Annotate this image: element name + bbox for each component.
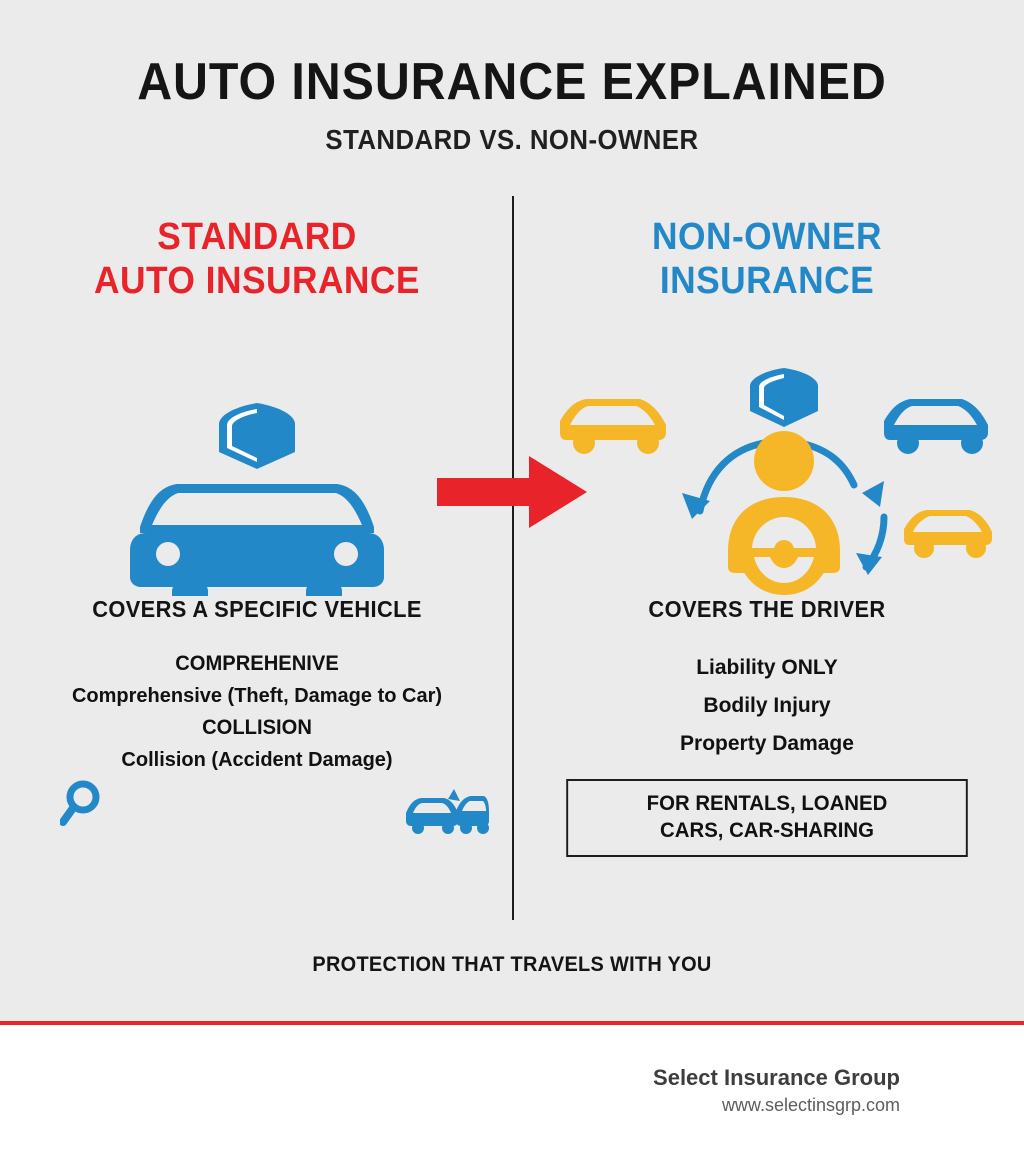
nonowner-caption: COVERS THE DRIVER: [648, 596, 886, 622]
standard-title-line2: AUTO INSURANCE: [94, 260, 420, 302]
standard-title-line1: STANDARD: [157, 216, 357, 258]
coverage-item-0-header: COMPREHENIVE: [175, 652, 339, 675]
tagline: PROTECTION THAT TRAVELS WITH YOU: [312, 953, 712, 976]
shield-icon: [219, 403, 295, 469]
note-line-1: FOR RENTALS, LOANED: [646, 792, 888, 815]
footer-bar: [0, 1025, 1024, 1154]
nonowner-usage-note: [566, 779, 968, 857]
car-yellow-small-icon: [904, 510, 992, 558]
brand-name: Select Insurance Group: [653, 1065, 900, 1090]
nonowner-item-1: Bodily Injury: [703, 694, 831, 717]
brand-url[interactable]: www.selectinsgrp.com: [721, 1095, 900, 1115]
nonowner-insurance-column: [532, 215, 1002, 857]
standard-insurance-column: [22, 215, 492, 777]
driver-cars-graphic: [532, 321, 1002, 596]
car-yellow-left-icon: [560, 399, 666, 454]
standard-coverage-list: [22, 649, 492, 777]
shield-icon: [750, 368, 818, 427]
nonowner-title-line1: NON-OWNER: [652, 216, 882, 258]
coverage-item-0-detail: Comprehensive (Theft, Damage to Car): [71, 685, 443, 707]
nonowner-item-0: Liability ONLY: [696, 656, 838, 679]
page-title: AUTO INSURANCE EXPLAINED: [137, 53, 887, 111]
coverage-item-1-header: COLLISION: [202, 716, 312, 739]
standard-illustration: [22, 321, 492, 596]
standard-column-title: [38, 215, 475, 303]
magnifier-icon: [60, 777, 116, 833]
page-subtitle: STANDARD VS. NON-OWNER: [325, 124, 699, 155]
coverage-item-1-detail: Collision (Accident Damage): [121, 749, 393, 771]
column-divider: [512, 196, 514, 920]
nonowner-item-2: Property Damage: [680, 732, 854, 755]
standard-caption: COVERS A SPECIFIC VEHICLE: [92, 596, 422, 622]
driver-steering-wheel-icon: [728, 431, 840, 595]
shield-car-graphic: [22, 321, 492, 596]
nonowner-title-line2: INSURANCE: [659, 260, 875, 302]
nonowner-column-title: [548, 215, 985, 303]
nonowner-illustration: [532, 321, 1002, 596]
car-collision-icon: [404, 781, 490, 843]
nonowner-coverage-list: [532, 649, 1002, 763]
note-line-2: CARS, CAR-SHARING: [660, 819, 874, 842]
car-blue-right-icon: [884, 399, 988, 454]
car-front-icon: [130, 484, 384, 596]
